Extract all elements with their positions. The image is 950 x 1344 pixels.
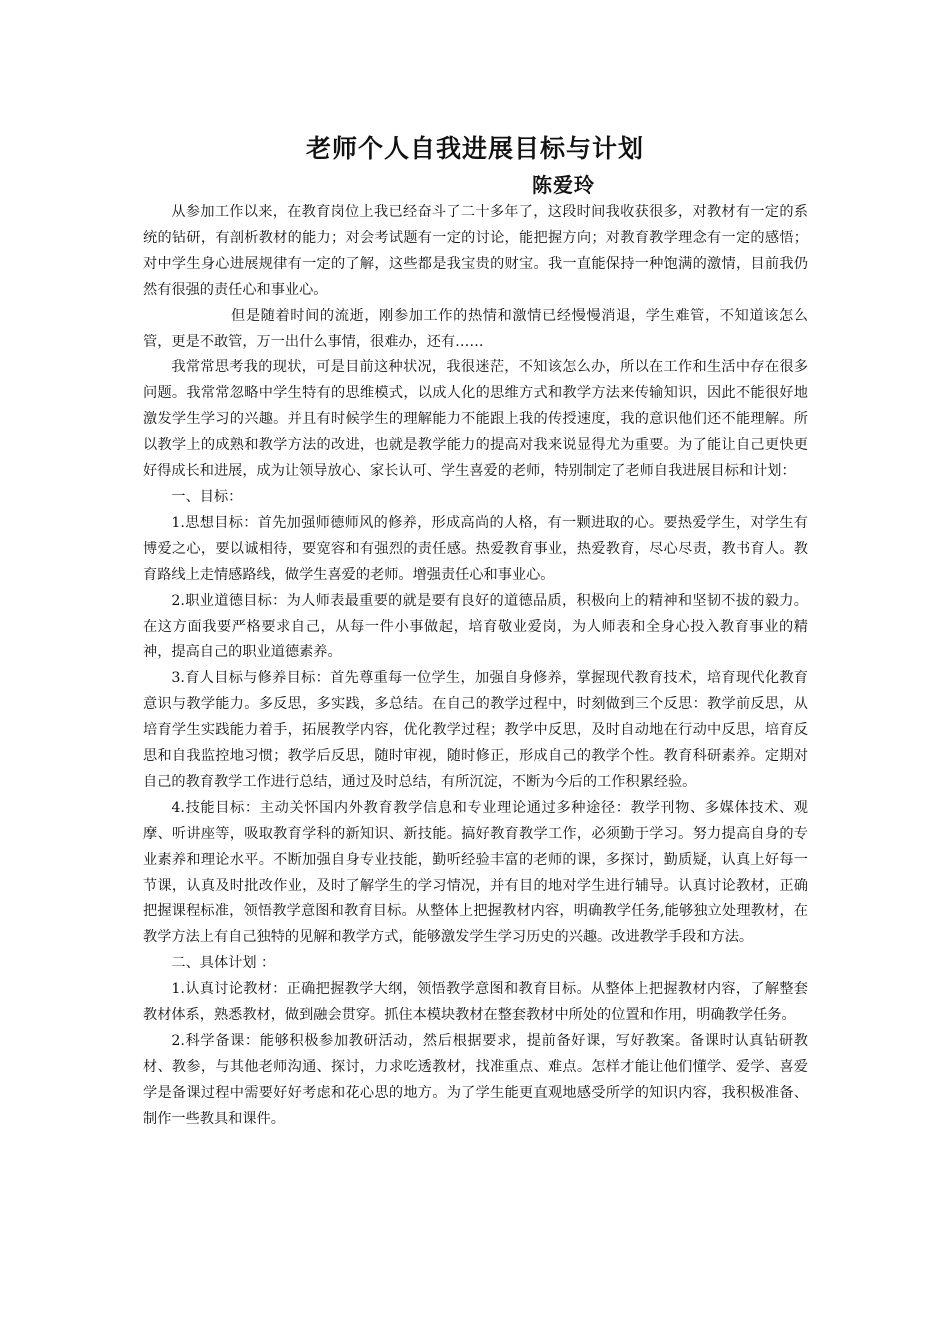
section-heading-plan: 二、具体计划 ： xyxy=(171,955,276,972)
goal-item-education: 3.育人目标与修养目标：首先尊重每一位学生，加强自身修养，掌握现代教育技术，培育现代化教育意识与教学能力。多反思，多实践，多总结。在自己的教学过程中，时刻做到三个反思：教学前反思，从培育学生实践能力着手，拓展教学内容，优化教学过程；教学中反思，及时自动地在行动中反思，培育反思和自我监控地习惯；教学后反思，随时审视，随时修正，形成自己的教学个性。教育科研素养。定期对自己的教育教学工作进行总结，通过及时总结，有所沉淀，不断为今后的工作积累经验。 xyxy=(143,670,808,790)
plan-item-lesson-prep: 2.科学备课：能够积极参加教研活动，然后根据要求，提前备好课，写好教案。备课时认真钻研教材、教参，与其他老师沟通、探讨，力求吃透教材，找准重点、难点。怎样才能让他们懂学、爱学、喜爱学是备课过程中需要好好考虑和花心思的地方。为了学生能更直观地感受所学的知识内容，我积极准备、制作一些教具和课件。 xyxy=(143,1033,808,1127)
paragraph-intro: 从参加工作以来，在教育岗位上我已经奋斗了二十多年了，这段时间我收获很多，对教材有一定的系统的钻研，有剖析教材的能力；对会考试题有一定的讨论，能把握方向；对教育教学理念有一定的感悟；对中学生身心进展规律有一定的了解，这些都是我宝贵的财宝。我一直能保持一种饱满的激情，目前我仍然有很强的责任心和事业心。 xyxy=(143,204,808,298)
goal-item-skills: 4.技能目标：主动关怀国内外教育教学信息和专业理论通过多种途径：教学刊物、多媒体技术、观摩、听讲座等，吸取教育学科的新知识、新技能。搞好教育教学工作，必须勤于学习。努力提高自身的专业素养和理论水平。不断加强自身专业技能，勤听经验丰富的老师的课，多探讨，勤质疑，认真上好每一节课，认真及时批改作业，及时了解学生的学习情况，并有目的地对学生进行辅导。认真讨论教材，正确把握课程标准，领悟教学意图和教育目标。从整体上把握教材内容，明确教学任务,能够独立处理教材，在教学方法上有自己独特的见解和教学方式，能够激发学生学习历史的兴趣。改进教学手段和方法。 xyxy=(143,799,808,946)
goal-item-ethics: 2.职业道德目标：为人师表最重要的就是要有良好的道德品质，积极向上的精神和坚韧不拔的毅力。在这方面我要严格要求自己，从每一件小事做起，培育敬业爱岗，为人师表和全身心投入教育事业的精神，提高自己的职业道德素养。 xyxy=(143,592,808,661)
paragraph-however: 但是随着时间的流逝，刚参加工作的热情和激情已经慢慢消退，学生难管，不知道该怎么管，更是不敢管，万一出什么事情，很难办，还有…… xyxy=(143,307,808,350)
author-name: 陈爱玲 xyxy=(532,173,595,197)
section-heading-goals: 一、目标： xyxy=(171,488,243,505)
goal-item-thought: 1.思想目标：首先加强师德师风的修养，形成高尚的人格，有一颗进取的心。要热爱学生，对学生有博爱之心，要以诚相待，要宽容和有强烈的责任感。热爱教育事业，热爱教育，尽心尽责，教书育人。教育路线上走情感路线，做学生喜爱的老师。增强责任心和事业心。 xyxy=(143,514,808,583)
document-body xyxy=(143,200,808,1133)
document-title: 老师个人自我进展目标与计划 xyxy=(305,134,644,163)
plan-item-textbook: 1.认真讨论教材：正确把握教学大纲，领悟教学意图和教育目标。从整体上把握教材内容，了解整套教材体系，熟悉教材，做到融会贯穿。抓住本模块教材在整套教材中所处的位置和作用，明确教学任务。 xyxy=(143,981,808,1024)
paragraph-reflection: 我常常思考我的现状，可是目前这种状况，我很迷茫，不知该怎么办，所以在工作和生活中存在很多问题。我常常忽略中学生特有的思维模式，以成人化的思维方式和教学方法来传输知识，因此不能很好地激发学生学习的兴趣。并且有时候学生的理解能力不能跟上我的传授速度，我的意识他们还不能理解。所以教学上的成熟和教学方法的改进，也就是教学能力的提高对我来说显得尤为重要。为了能让自己更快更好得成长和进展，成为让领导放心、家长认可、学生喜爱的老师，特别制定了老师自我进展目标和计划： xyxy=(143,359,808,480)
